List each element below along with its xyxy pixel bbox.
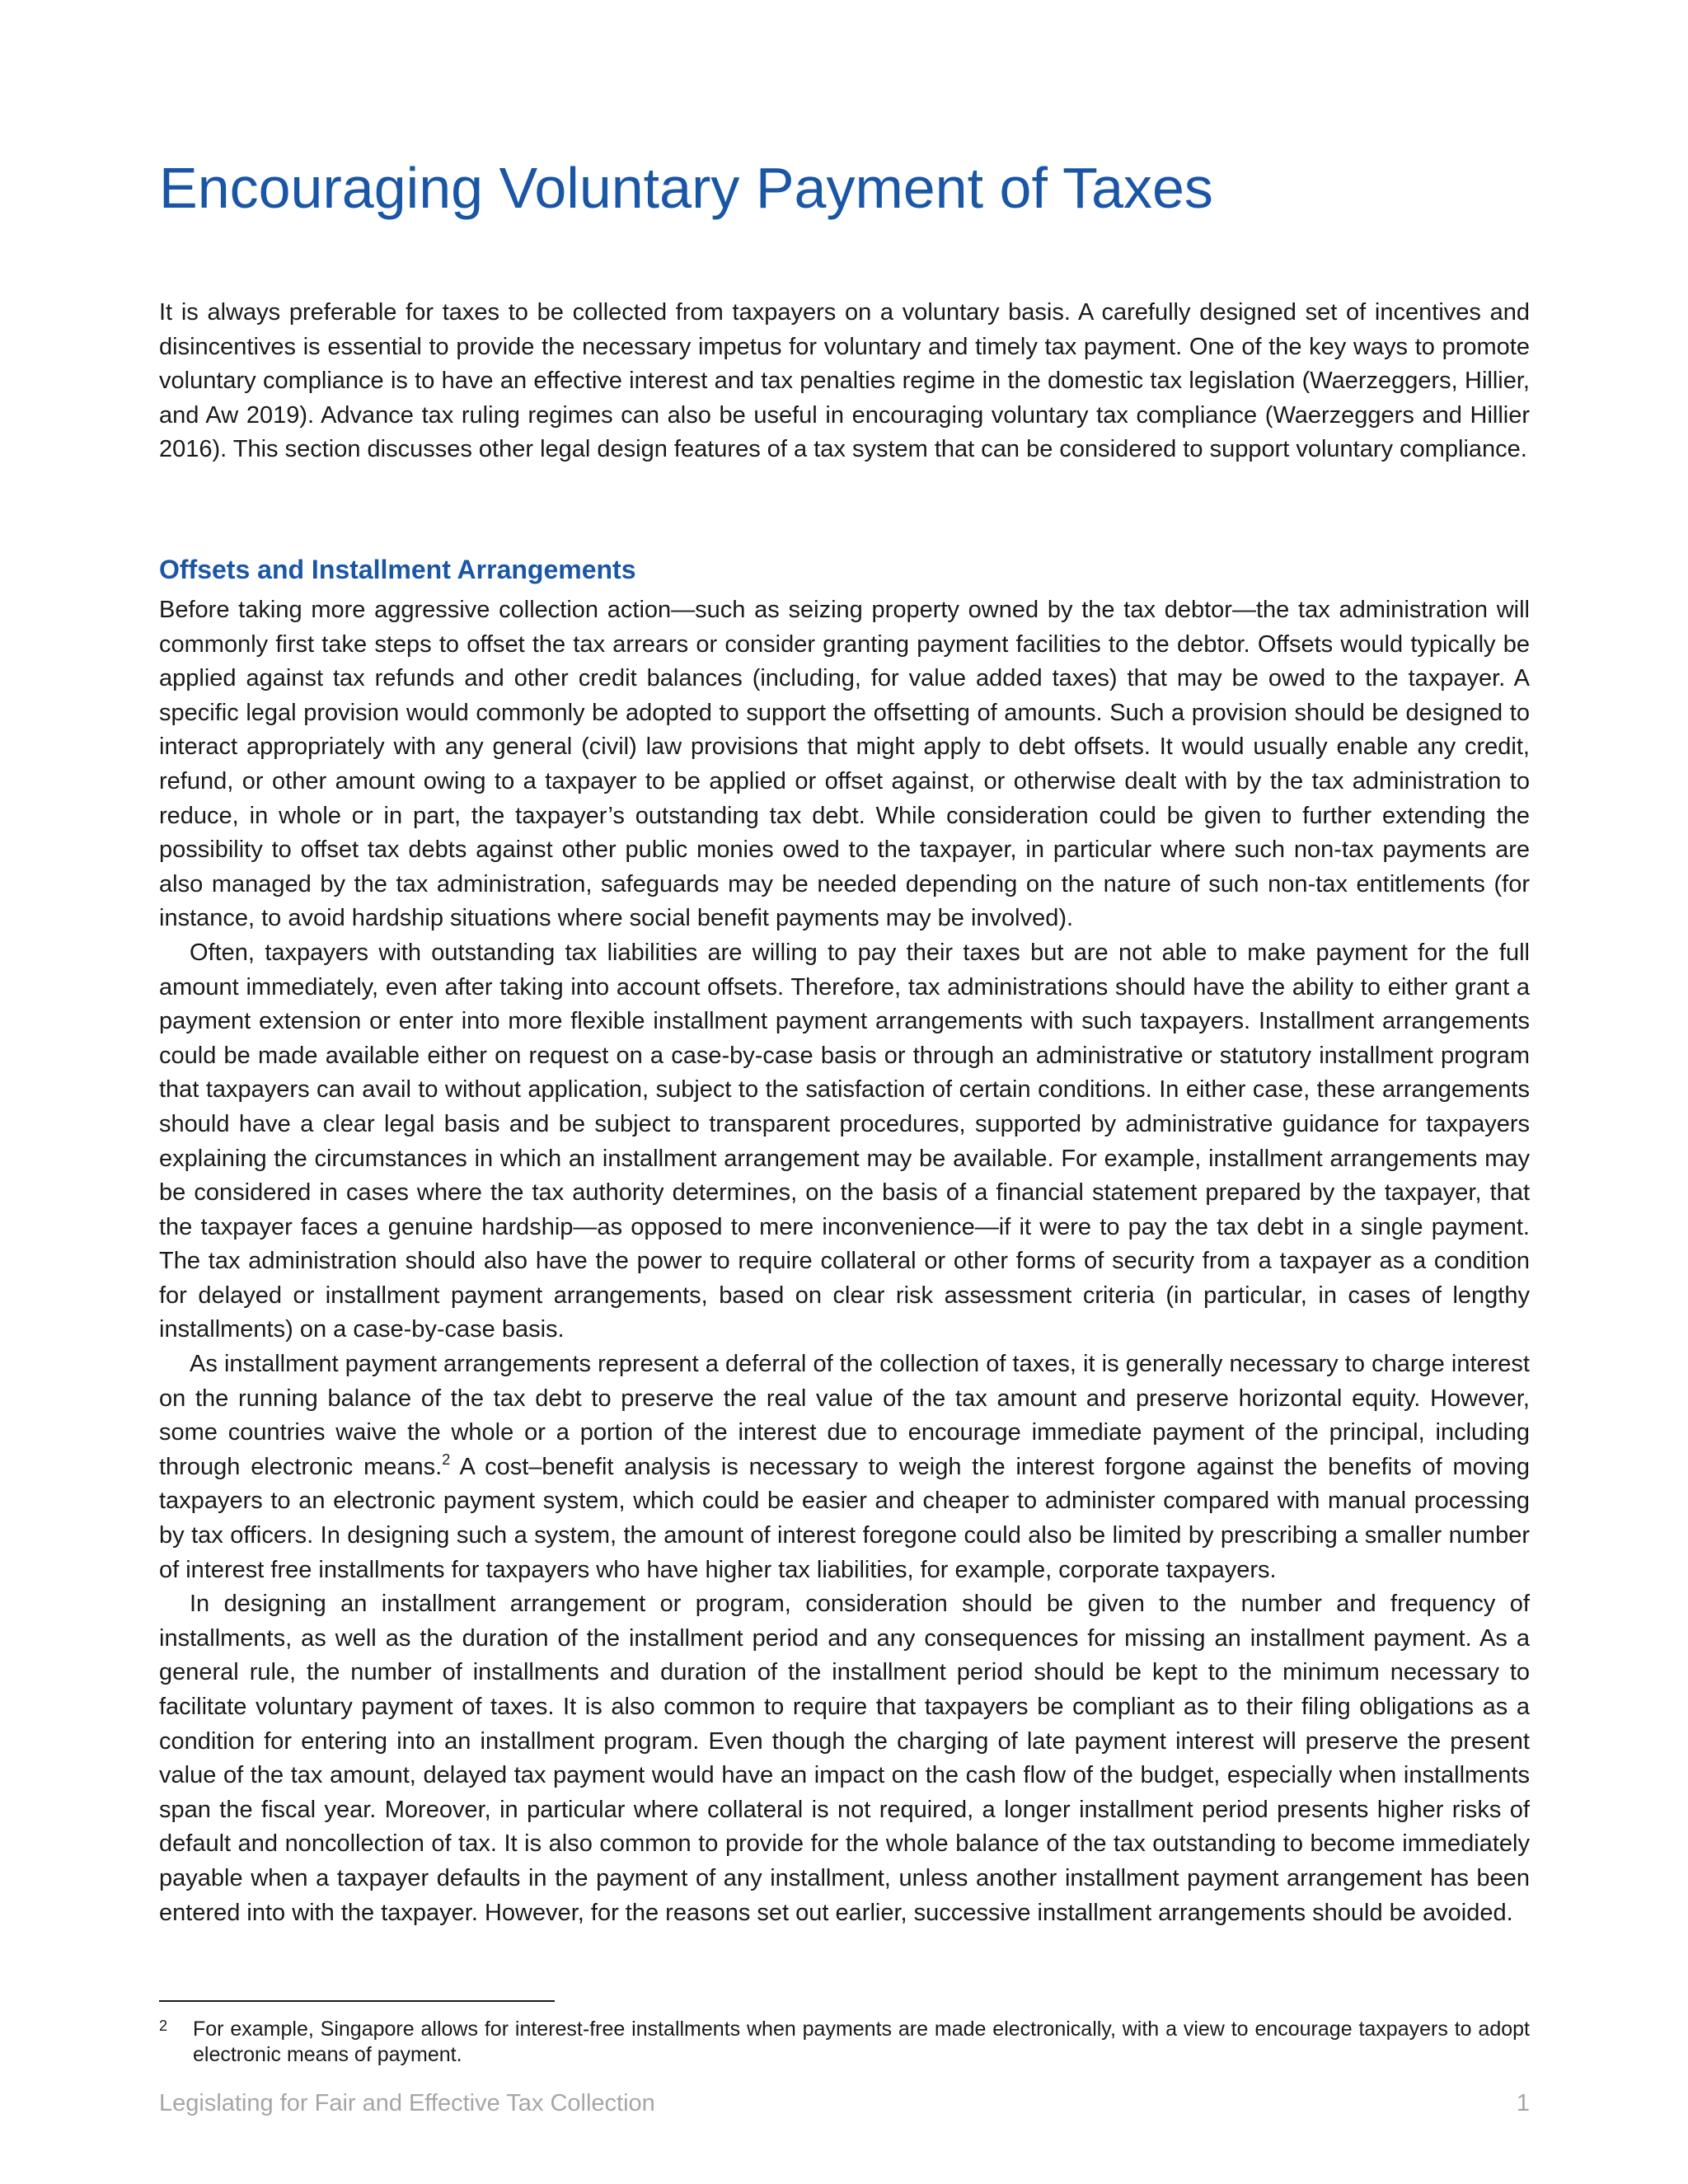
footnote-divider <box>159 2000 555 2002</box>
body-paragraph-3 <box>159 1347 1530 1587</box>
running-footer-title: Legislating for Fair and Effective Tax Collection <box>159 2090 655 2116</box>
section-heading: Offsets and Installment Arrangements <box>159 555 636 584</box>
footnote-number: 2 <box>159 2018 168 2034</box>
page-title: Encouraging Voluntary Payment of Taxes <box>159 156 1213 220</box>
body-paragraph-1: Before taking more aggressive collection action—such as seizing property owned by the tax debtor—the tax administration will commonly first take steps to offset the tax arrears or consider granting payment facilities to the debtor. Offsets would typically be applied against tax refunds and other credit balances (including, for value added taxes) that may be owed to the taxpayer. A specific legal provision would commonly be adopted to support the offsetting of amounts. Such a provision should be designed to interact appropriately with any general (civil) law provisions that might apply to debt offsets. It would usually enable any credit, refund, or other amount owing to a taxpayer to be applied or offset against, or otherwise dealt with by the tax administration to reduce, in whole or in part, the taxpayer’s outstanding tax debt. While consideration could be given to further extending the possibility to offset tax debts against other public monies owed to the taxpayer, in particular where such non-tax payments are also managed by the tax administration, safeguards may be needed depending on the nature of such non-tax entitlements (for instance, to avoid hardship situations where social benefit payments may be involved). <box>159 597 1530 932</box>
footnote <box>159 2017 1530 2068</box>
section-body <box>159 593 1530 1930</box>
body-paragraph-4: In designing an installment arrangement or program, consideration should be given to the number and frequency of installments, as well as the duration of the installment period and any consequences for missing an installment payment. As a general rule, the number of installments and duration of the installment period should be kept to the minimum necessary to facilitate voluntary payment of taxes. It is also common to require that taxpayers be compliant as to their filing obligations as a condition for entering into an installment program. Even though the charging of late payment interest will preserve the present value of the tax amount, delayed tax payment would have an impact on the cash flow of the budget, especially when installments span the fiscal year. Moreover, in particular where collateral is not required, a longer installment period presents higher risks of default and noncollection of tax. It is also common to provide for the whole balance of the tax outstanding to become immediately payable when a taxpayer defaults in the payment of any installment, unless another installment payment arrangement has been entered into with the taxpayer. However, for the reasons set out earlier, successive installment arrangements should be avoided. <box>159 1591 1530 1926</box>
footnote-text: For example, Singapore allows for interest-free installments when payments are made electronically, with a view to encourage taxpayers to adopt electronic means of payment. <box>193 2018 1530 2066</box>
page-number: 1 <box>1516 2090 1530 2116</box>
intro-paragraph: It is always preferable for taxes to be collected from taxpayers on a voluntary basis. A carefully designed set of incentives and disincentives is essential to provide the necessary impetus for voluntary and timely tax payment. One of the key ways to promote voluntary compliance is to have an effective interest and tax penalties regime in the domestic tax legislation (Waerzeggers, Hillier, and Aw 2019). Advance tax ruling regimes can also be useful in encouraging voluntary tax compliance (Waerzeggers and Hillier 2016). This section discusses other legal design features of a tax system that can be considered to support voluntary compliance. <box>159 299 1530 463</box>
document-page <box>159 0 1530 2184</box>
intro-section <box>159 296 1530 467</box>
body-paragraph-2: Often, taxpayers with outstanding tax liabilities are willing to pay their taxes but are not able to make payment for the full amount immediately, even after taking into account offsets. Therefore, tax administrations should have the ability to either grant a payment extension or enter into more flexible installment payment arrangements with such taxpayers. Installment arrangements could be made available either on request on a case-by-case basis or through an administrative or statutory installment program that taxpayers can avail to without application, subject to the satisfaction of certain conditions. In either case, these arrangements should have a clear legal basis and be subject to transparent procedures, supported by administrative guidance for taxpayers explaining the circumstances in which an installment arrangement may be available. For example, installment arrangements may be considered in cases where the tax authority determines, on the basis of a financial statement prepared by the taxpayer, that the taxpayer faces a genuine hardship—as opposed to mere inconvenience—if it were to pay the tax debt in a single payment. The tax administration should also have the power to require collateral or other forms of security from a taxpayer as a condition for delayed or installment payment arrangements, based on clear risk assessment criteria (in particular, in cases of lengthy installments) on a case-by-case basis. <box>159 939 1530 1343</box>
footnote-reference[interactable]: 2 <box>442 1451 451 1468</box>
body-paragraph-3-part-1: As installment payment arrangements represent a deferral of the collection of taxes, it is generally necessary to charge interest on the running balance of the tax debt to preserve the real value of the tax amount and preserve horizontal equity. However, some countries waive the whole or a portion of the interest due to encourage immediate payment of the principal, including through electronic means. <box>159 1351 1530 1480</box>
body-paragraph-3-part-2: A cost–benefit analysis is necessary to weigh the interest forgone against the benefits of moving taxpayers to an electronic payment system, which could be easier and cheaper to administer compared with manual processing by tax officers. In designing such a system, the amount of interest foregone could also be limited by prescribing a smaller number of interest free installments for taxpayers who have higher tax liabilities, for example, corporate taxpayers. <box>159 1453 1530 1583</box>
